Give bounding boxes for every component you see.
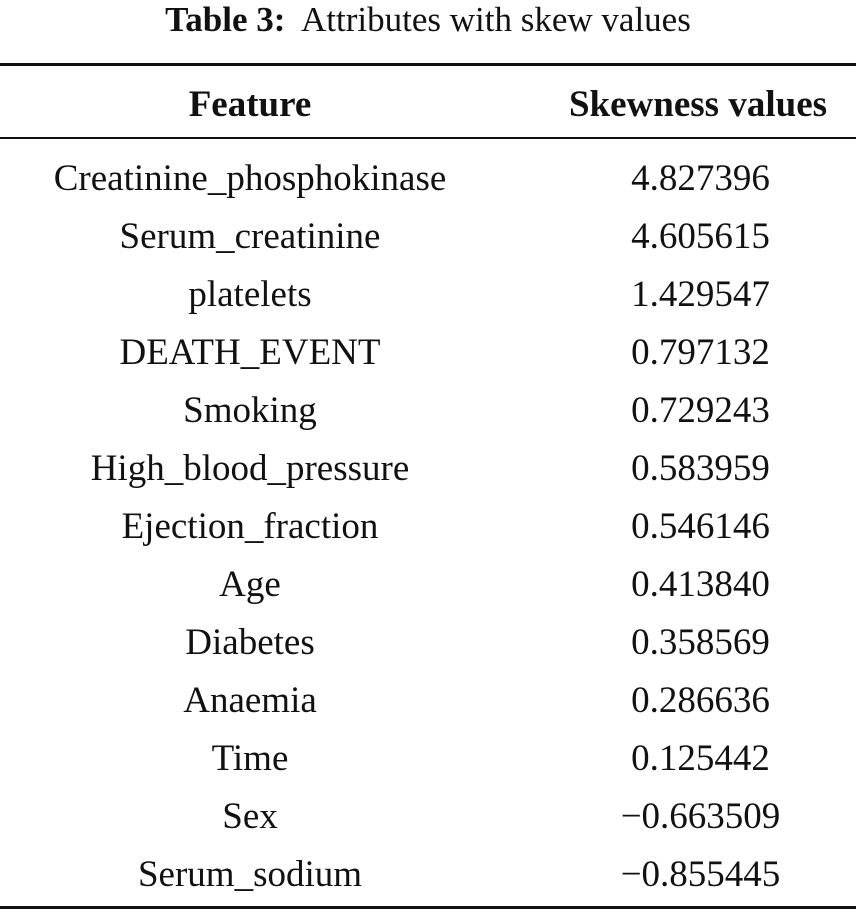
skewness-cell: 0.413840 xyxy=(631,564,770,605)
header-feature: Feature xyxy=(188,84,312,125)
table-row xyxy=(0,440,856,498)
table-caption xyxy=(0,0,856,44)
feature-cell: Anaemia xyxy=(183,680,317,721)
skewness-cell: 0.125442 xyxy=(631,738,770,779)
feature-cell: Creatinine_phosphokinase xyxy=(53,158,447,199)
skewness-cell: 0.546146 xyxy=(631,506,770,547)
feature-cell: platelets xyxy=(188,274,312,315)
feature-cell: Diabetes xyxy=(185,622,315,663)
table-row xyxy=(0,788,856,846)
feature-cell: Ejection_fraction xyxy=(121,506,379,547)
skewness-cell: 0.729243 xyxy=(631,390,770,431)
table-row xyxy=(0,208,856,266)
skewness-cell: 0.583959 xyxy=(631,448,770,489)
bottom-rule xyxy=(0,906,856,909)
header-skewness-values: Skewness values xyxy=(568,84,828,125)
table-row xyxy=(0,556,856,614)
header-rule xyxy=(0,137,856,139)
skewness-cell: −0.663509 xyxy=(620,796,781,837)
feature-cell: Age xyxy=(219,564,281,605)
skewness-cell: 0.358569 xyxy=(631,622,770,663)
table-caption-text: Attributes with skew values xyxy=(301,0,691,39)
skewness-cell: −0.855445 xyxy=(620,854,781,895)
table-row xyxy=(0,730,856,788)
table-body xyxy=(0,150,856,904)
skewness-cell: 1.429547 xyxy=(631,274,770,315)
top-rule xyxy=(0,63,856,66)
table-caption-label: Table 3: xyxy=(165,0,286,39)
table-row xyxy=(0,324,856,382)
feature-cell: Smoking xyxy=(183,390,317,431)
feature-cell: Time xyxy=(211,738,289,779)
skewness-cell: 4.605615 xyxy=(631,216,770,257)
skewness-cell: 4.827396 xyxy=(631,158,770,199)
feature-cell: Serum_sodium xyxy=(137,854,363,895)
table-row xyxy=(0,498,856,556)
skewness-cell: 0.286636 xyxy=(631,680,770,721)
table-row xyxy=(0,672,856,730)
table-row xyxy=(0,266,856,324)
skewness-cell: 0.797132 xyxy=(631,332,770,373)
feature-cell: DEATH_EVENT xyxy=(119,332,381,373)
feature-cell: High_blood_pressure xyxy=(90,448,410,489)
feature-cell: Serum_creatinine xyxy=(119,216,381,257)
feature-cell: Sex xyxy=(222,796,278,837)
table-row xyxy=(0,150,856,208)
table-row xyxy=(0,846,856,904)
table-row xyxy=(0,382,856,440)
table-row xyxy=(0,614,856,672)
table-header-row xyxy=(0,80,856,130)
